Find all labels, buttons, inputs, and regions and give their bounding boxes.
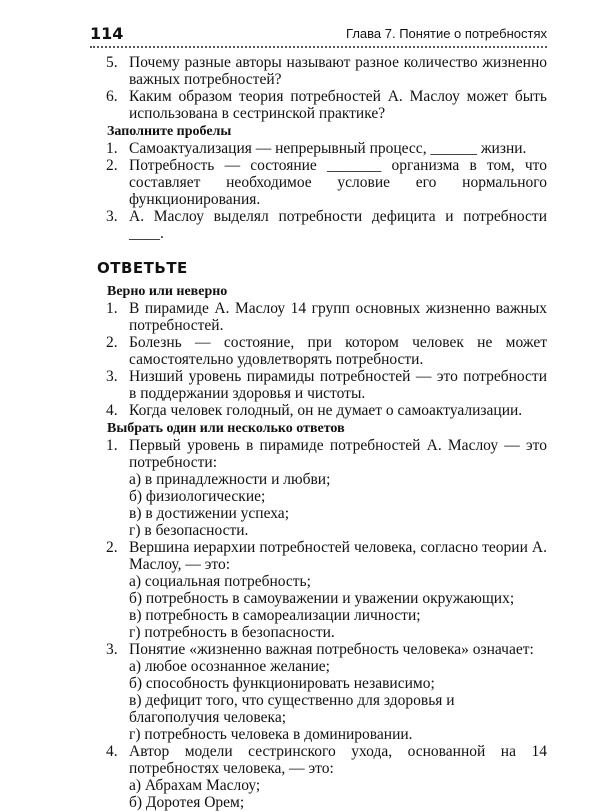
question-text: Вершина иерархии потребностей человека, согласно теории А. Маслоу, — это: xyxy=(129,539,547,573)
mc-question xyxy=(97,743,547,777)
item-number: 1. xyxy=(106,437,118,454)
item-number: 2. xyxy=(106,334,118,351)
mc-options xyxy=(97,777,547,811)
item-text: Самоактуализация — непрерывный процесс, ______ жизни. xyxy=(129,140,527,157)
true-false-heading: Верно или неверно xyxy=(107,284,228,299)
mc-option: б) физиологические; xyxy=(129,488,266,505)
mc-option: а) любое осознанное желание; xyxy=(129,658,330,675)
section-title: ОТВЕТЬТЕ xyxy=(97,259,188,277)
question-text: Понятие «жизненно важная потребность человека» означает: xyxy=(129,641,534,658)
true-false-item xyxy=(97,300,547,334)
multiple-choice-heading: Выбрать один или несколько ответов xyxy=(107,421,345,436)
true-false-item xyxy=(97,368,547,402)
item-number: 4. xyxy=(106,743,118,760)
item-number: 3. xyxy=(106,641,118,658)
item-number: 2. xyxy=(106,539,118,556)
mc-options xyxy=(97,658,547,743)
mc-option: б) Доротея Орем; xyxy=(129,794,245,811)
mc-option: б) потребность в самоуважении и уважении окружающих; xyxy=(129,590,515,607)
mc-option: в) в достижении успеха; xyxy=(129,505,289,522)
item-text: Потребность — состояние _______ организма в том, что составляет необходимое условие его нормального функционирования. xyxy=(129,157,547,208)
item-number: 4. xyxy=(106,402,118,419)
mc-option: б) способность функционировать независимо; xyxy=(129,675,435,692)
fill-blank-item xyxy=(97,157,547,208)
mc-option: в) дефицит того, что существенно для здоровья и благополучия человека; xyxy=(129,692,455,726)
page-content xyxy=(97,54,547,811)
mc-option: а) социальная потребность; xyxy=(129,573,311,590)
mc-options xyxy=(97,471,547,539)
question-text: Каким образом теория потребностей А. Маслоу может быть использована в сестринской практике? xyxy=(129,88,547,122)
true-false-item xyxy=(97,402,547,419)
question-number: 5. xyxy=(106,54,118,71)
mc-option: г) потребность человека в доминировании. xyxy=(129,726,413,743)
item-text: Низший уровень пирамиды потребностей — это потребности в поддержании здоровья и чистоты. xyxy=(129,368,547,402)
mc-question xyxy=(97,539,547,573)
mc-question xyxy=(97,641,547,658)
mc-option: г) в безопасности. xyxy=(129,522,249,539)
question-number: 6. xyxy=(106,88,118,105)
item-number: 2. xyxy=(106,157,118,174)
mc-option: г) потребность в безопасности. xyxy=(129,624,335,641)
mc-option: а) Абрахам Маслоу; xyxy=(129,777,261,794)
question-text: Первый уровень в пирамиде потребностей А. Маслоу — это потребности: xyxy=(129,437,547,471)
item-text: Болезнь — состояние, при котором человек не может самостоятельно удовлетворять потребности. xyxy=(129,334,547,368)
item-number: 1. xyxy=(106,300,118,317)
item-text: Когда человек голодный, он не думает о самоактуализации. xyxy=(129,402,523,419)
mc-option: а) в принадлежности и любви; xyxy=(129,471,331,488)
mc-option: в) потребность в самореализации личности; xyxy=(129,607,421,624)
fill-blank-item xyxy=(97,208,547,242)
item-number: 3. xyxy=(106,368,118,385)
question-item xyxy=(97,54,547,88)
item-number: 1. xyxy=(106,140,118,157)
mc-options xyxy=(97,573,547,641)
item-text: А. Маслоу выделял потребности дефицита и потребности ____. xyxy=(129,208,547,242)
mc-question xyxy=(97,437,547,471)
item-number: 3. xyxy=(106,208,118,225)
true-false-item xyxy=(97,334,547,368)
question-text: Почему разные авторы называют разное количество жизненно важных потребностей? xyxy=(129,54,547,88)
question-text: Автор модели сестринского ухода, основанной на 14 потребностях человека, — это: xyxy=(129,743,547,777)
question-item xyxy=(97,88,547,122)
running-header xyxy=(90,24,547,48)
chapter-title: Глава 7. Понятие о потребностях xyxy=(346,26,547,41)
item-text: В пирамиде А. Маслоу 14 групп основных жизненно важных потребностей. xyxy=(129,300,547,334)
fill-blank-item xyxy=(97,140,547,157)
fill-blanks-heading: Заполните пробелы xyxy=(107,124,232,139)
page-number: 114 xyxy=(90,24,124,43)
